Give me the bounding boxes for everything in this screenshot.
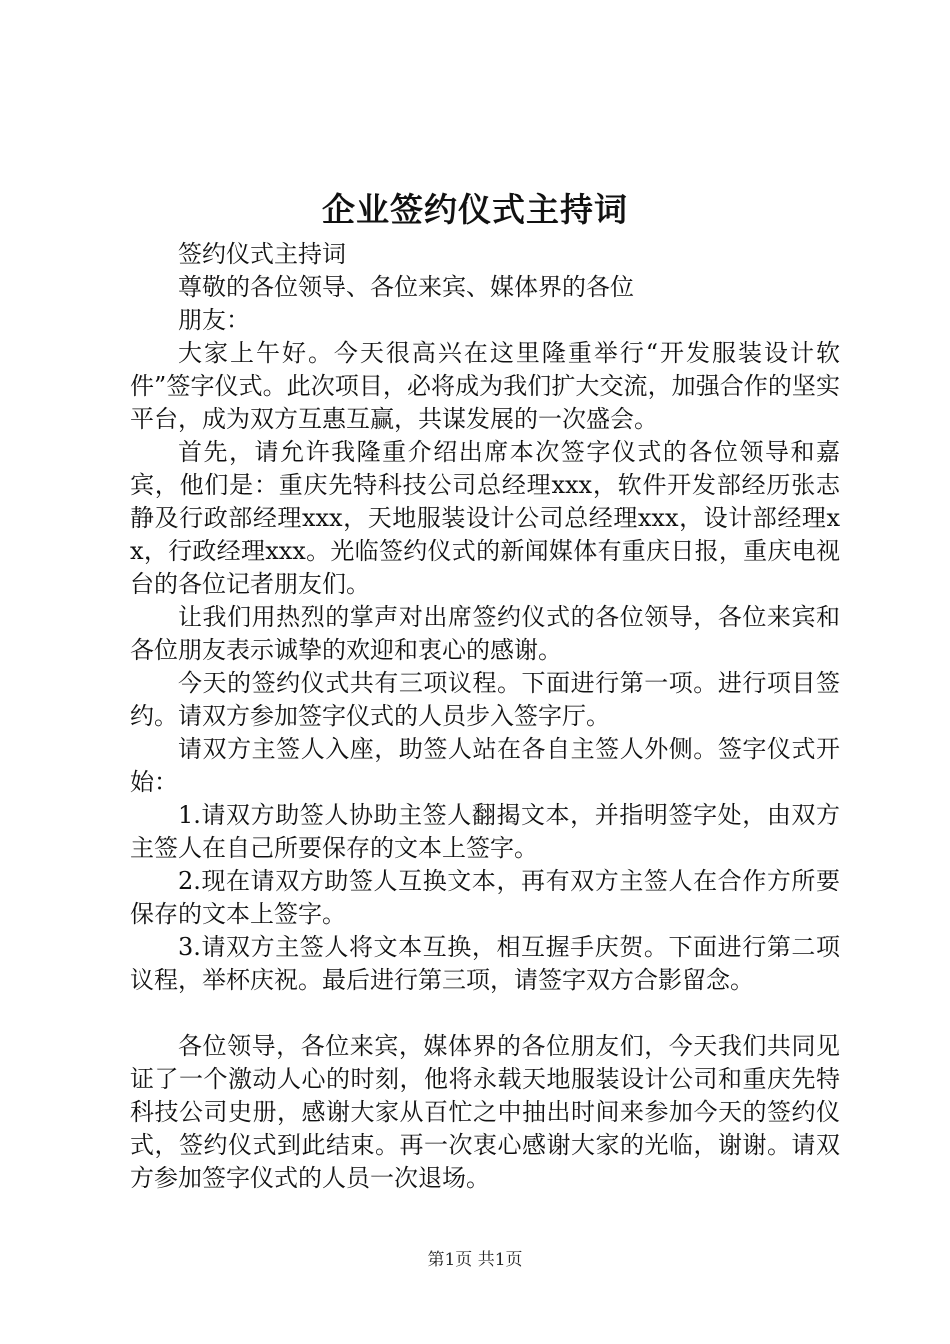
paragraph-agenda: 今天的签约仪式共有三项议程。下面进行第一项。进行项目签约。请双方参加签字仪式的人员步入签字厅。 <box>130 669 840 730</box>
paragraph-salutation: 尊敬的各位领导、各位来宾、媒体界的各位 <box>178 273 634 301</box>
paragraph-greeting: 大家上午好。今天很高兴在这里隆重举行“开发服装设计软件”签字仪式。此次项目，必将成为我们扩大交流，加强合作的坚实平台，成为双方互惠互赢，共谋发展的一次盛会。 <box>130 339 840 433</box>
document-body <box>130 238 840 1195</box>
paragraph-subtitle: 签约仪式主持词 <box>178 240 346 268</box>
document-title: 企业签约仪式主持词 <box>322 190 628 229</box>
paragraph-step-3: 3.请双方主签人将文本互换，相互握手庆贺。下面进行第二项议程，举杯庆祝。最后进行第三项，请签字双方合影留念。 <box>130 933 840 994</box>
paragraph-salutation-end: 朋友： <box>178 306 250 334</box>
page-footer: 第1页 共1页 <box>427 1250 523 1270</box>
paragraph-closing: 各位领导，各位来宾，媒体界的各位朋友们，今天我们共同见证了一个激动人心的时刻，他将永载天地服装设计公司和重庆先特科技公司史册，感谢大家从百忙之中抽出时间来参加今天的签约仪式，签约仪式到此结束。再一次衷心感谢大家的光临，谢谢。请双方参加签字仪式的人员一次退场。 <box>130 1032 840 1192</box>
paragraph-welcome: 让我们用热烈的掌声对出席签约仪式的各位领导，各位来宾和各位朋友表示诚挚的欢迎和衷心的感谢。 <box>130 603 840 664</box>
paragraph-seating: 请双方主签人入座，助签人站在各自主签人外侧。签字仪式开始： <box>130 735 840 796</box>
paragraph-step-2: 2.现在请双方助签人互换文本，再有双方主签人在合作方所要保存的文本上签字。 <box>130 867 840 928</box>
paragraph-introductions: 首先，请允许我隆重介绍出席本次签字仪式的各位领导和嘉宾，他们是：重庆先特科技公司总经理xxx，软件开发部经历张志静及行政部经理xxx，天地服装设计公司总经理xxx，设计部经理xx，行政经理xxx。光临签约仪式的新闻媒体有重庆日报，重庆电视台的各位记者朋友们。 <box>130 438 840 598</box>
paragraph-step-1: 1.请双方助签人协助主签人翻揭文本，并指明签字处，由双方主签人在自己所要保存的文本上签字。 <box>130 801 840 862</box>
